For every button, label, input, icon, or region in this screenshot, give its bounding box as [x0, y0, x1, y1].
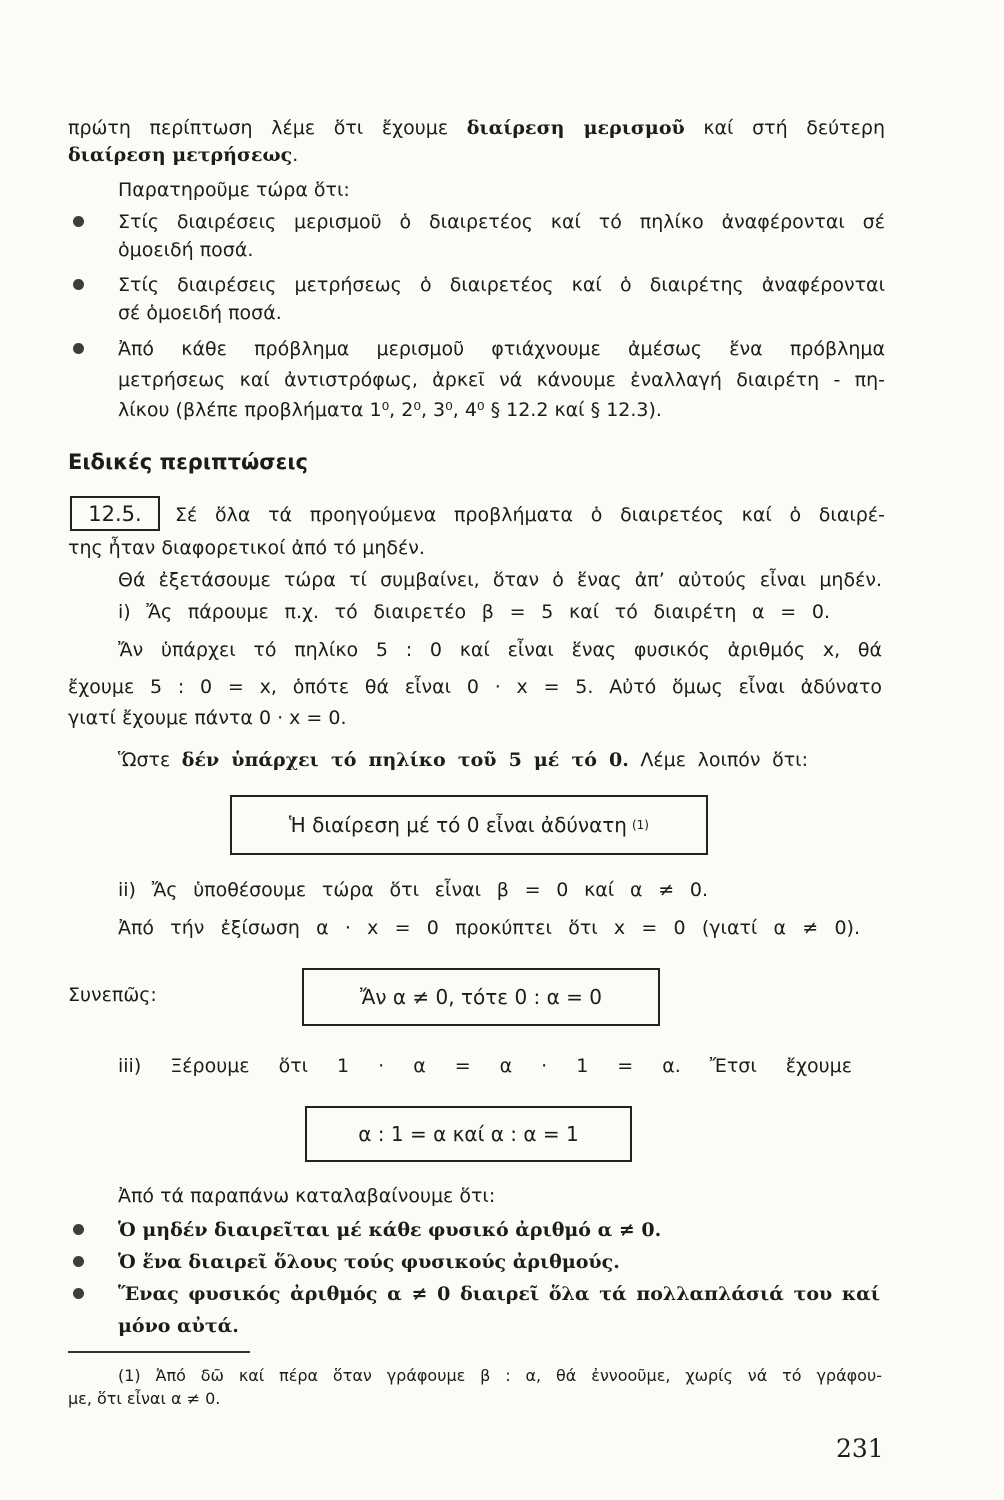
page-number: 231	[836, 1434, 884, 1463]
rule-box-one	[305, 1106, 632, 1162]
bullet-icon	[73, 343, 84, 354]
bullet-icon	[73, 1224, 84, 1235]
observation-3-line: λίκου (βλέπε προβλήματα 1⁰, 2⁰, 3⁰, 4⁰ § 12.2 καί § 12.3).	[118, 399, 662, 421]
intro-text: πρώτη περίπτωση λέμε ὅτι ἔχουμε	[68, 117, 467, 139]
conclusion-item-2: Ὁ ἕνα διαιρεῖ ὅλους τούς φυσικούς ἀριθμούς.	[118, 1251, 620, 1273]
special-cases-line-3: Θά ἐξετάσουμε τώρα τί συμβαίνει, ὅταν ὁ ἕνας ἀπ’ αὐτούς εἶναι μηδέν.	[118, 569, 882, 591]
section-number-box	[70, 496, 160, 531]
bullet-icon	[73, 279, 84, 290]
observation-1-line: Στίς διαιρέσεις μερισμοῦ ὁ διαιρετέος καί τό πηλίκο ἀναφέρονται σέ	[118, 211, 885, 233]
intro-text: καί στή δεύτερη	[684, 117, 885, 139]
observation-2-line: σέ ὁμοειδή ποσά.	[118, 302, 282, 324]
bullet-icon	[73, 216, 84, 227]
rule-box-zero-dividend	[302, 968, 660, 1026]
intro-line-2	[68, 142, 298, 168]
conclusion-item-3: Ἕνας φυσικός ἀριθμός α ≠ 0 διαιρεῖ ὅλα τά πολλαπλάσιά του καί	[118, 1283, 880, 1305]
observation-2-line: Στίς διαιρέσεις μετρήσεως ὁ διαιρετέος καί ὁ διαιρέτης ἀναφέρονται	[118, 274, 885, 296]
bullet-icon	[73, 1288, 84, 1299]
section-heading: Ειδικές περιπτώσεις	[68, 450, 308, 474]
term-partition-division: διαίρεση μερισμοῦ	[466, 117, 685, 139]
footnote-line-2: με, ὅτι εἶναι α ≠ 0.	[68, 1389, 221, 1408]
conclusion-text: Ὥστε	[118, 749, 182, 771]
footnote-line-1: (1) Ἀπό δῶ καί πέρα ὅταν γράφουμε β : α, θά ἐννοοῦμε, χωρίς νά τό γράφου-	[118, 1366, 882, 1385]
case-iii-line-1: iii) Ξέρουμε ὅτι 1 · α = α · 1 = α. Ἔτσι ἔχουμε	[118, 1055, 852, 1077]
case-i-conclusion	[118, 747, 808, 773]
rule-text: α : 1 = α καί α : α = 1	[358, 1122, 579, 1146]
case-i-line-3: ἔχουμε 5 : 0 = x, ὁπότε θά εἶναι 0 · x = 5. Αὐτό ὅμως εἶναι ἀδύνατο	[68, 676, 882, 698]
footnote-divider	[68, 1351, 250, 1353]
conclusions-lead: Ἀπό τά παραπάνω καταλαβαίνουμε ὅτι:	[118, 1185, 496, 1207]
intro-line-1	[68, 115, 885, 141]
bullet-icon	[73, 1256, 84, 1267]
conclusion-text: Λέμε λοιπόν ὅτι:	[628, 749, 808, 771]
rule-text: Ἄν α ≠ 0, τότε 0 : α = 0	[359, 985, 603, 1009]
rule-box-division-by-zero: Ἡ διαίρεση μέ τό 0 εἶναι ἀδύνατη (1)	[230, 795, 708, 855]
case-ii-line-1: ii) Ἄς ὑποθέσουμε τώρα ὅτι εἶναι β = 0 καί α ≠ 0.	[118, 879, 708, 901]
observe-lead: Παρατηροῦμε τώρα ὅτι:	[118, 179, 350, 201]
special-cases-line-2: της ἦταν διαφορετικοί ἀπό τό μηδέν.	[68, 537, 425, 559]
conclusion-item-3: μόνο αὐτά.	[118, 1315, 239, 1337]
case-i-line-4: γιατί ἔχουμε πάντα 0 · x = 0.	[68, 707, 347, 729]
special-cases-line-1: Σέ ὅλα τά προηγούμενα προβλήματα ὁ διαιρετέος καί ὁ διαιρέ-	[175, 504, 885, 526]
case-i-line-2: Ἄν ὑπάρχει τό πηλίκο 5 : 0 καί εἶναι ἕνας φυσικός ἀριθμός x, θά	[118, 639, 882, 661]
case-ii-label: Συνεπῶς:	[68, 984, 157, 1006]
term-measurement-division: διαίρεση μετρήσεως	[68, 144, 293, 166]
observation-3-line: μετρήσεως καί ἀντιστρόφως, ἀρκεῖ νά κάνουμε ἐναλλαγή διαιρέτη - πη-	[118, 369, 885, 391]
case-ii-line-2: Ἀπό τήν ἐξίσωση α · x = 0 προκύπτει ὅτι x = 0 (γιατί α ≠ 0).	[118, 917, 860, 939]
conclusion-bold: δέν ὑπάρχει τό πηλίκο τοῦ 5 μέ τό 0.	[181, 749, 629, 771]
observation-1-line: ὁμοειδή ποσά.	[118, 239, 254, 261]
observation-3-line: Ἀπό κάθε πρόβλημα μερισμοῦ φτιάχνουμε ἀμέσως ἕνα πρόβλημα	[118, 338, 885, 360]
conclusion-item-1: Ὁ μηδέν διαιρεῖται μέ κάθε φυσικό ἀριθμό α ≠ 0.	[118, 1219, 662, 1241]
intro-text: .	[292, 144, 299, 166]
case-i-line-1: i) Ἄς πάρουμε π.χ. τό διαιρετέο β = 5 καί τό διαιρέτη α = 0.	[118, 601, 830, 623]
section-number: 12.5.	[88, 501, 142, 526]
rule-text: Ἡ διαίρεση μέ τό 0 εἶναι ἀδύνατη	[289, 813, 627, 837]
